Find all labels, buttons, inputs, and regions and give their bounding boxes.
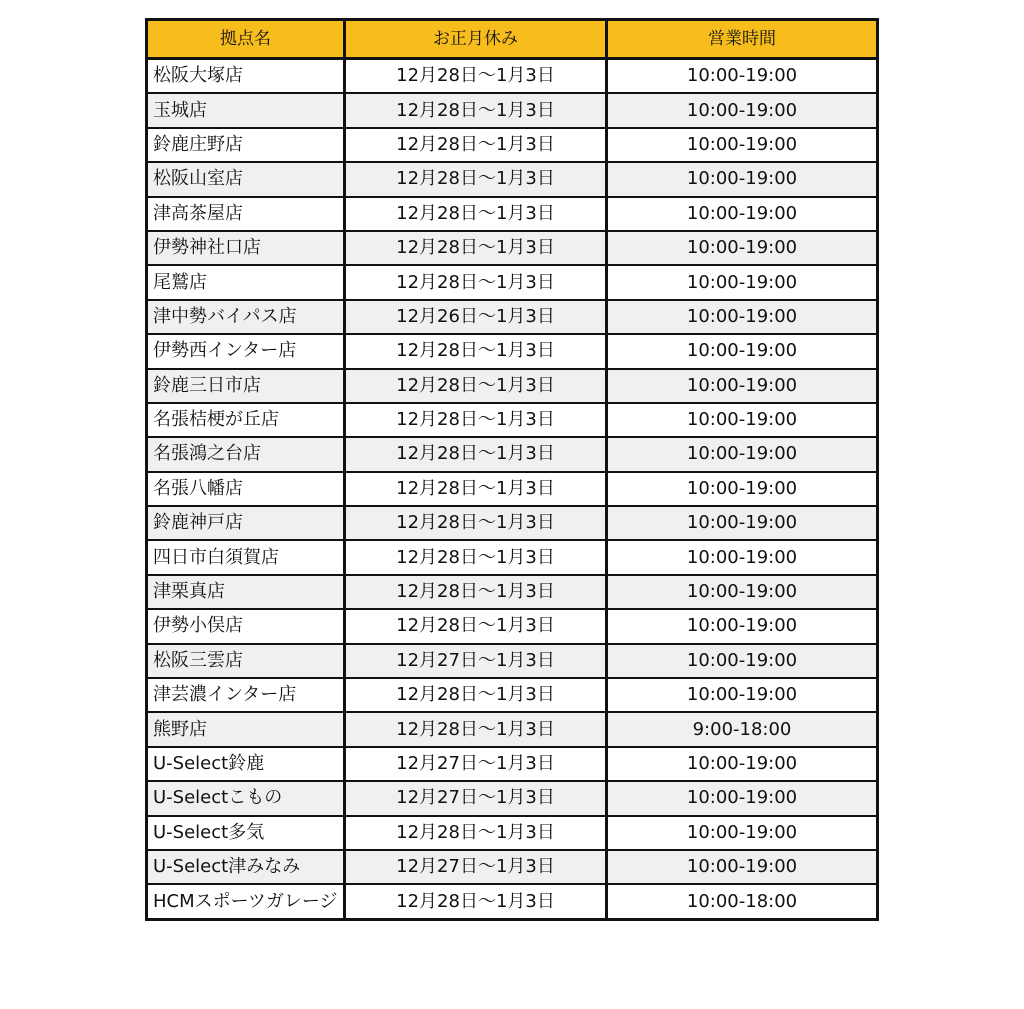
business-hours-cell: 10:00-19:00 [607, 781, 878, 815]
location-name-cell: U-Select津みなみ [147, 850, 345, 884]
holiday-period-cell: 12月28日～1月3日 [345, 575, 607, 609]
table-row [147, 678, 878, 712]
location-name-cell: 名張八幡店 [147, 472, 345, 506]
table-row [147, 128, 878, 162]
holiday-period-cell: 12月26日～1月3日 [345, 300, 607, 334]
location-name-cell: 鈴鹿庄野店 [147, 128, 345, 162]
holiday-period-cell: 12月28日～1月3日 [345, 816, 607, 850]
location-name-cell: 四日市白須賀店 [147, 540, 345, 574]
business-hours-cell: 10:00-19:00 [607, 93, 878, 127]
business-hours-cell: 10:00-19:00 [607, 575, 878, 609]
business-hours-cell: 10:00-19:00 [607, 678, 878, 712]
table-row [147, 609, 878, 643]
holiday-period-cell: 12月28日～1月3日 [345, 128, 607, 162]
location-name-cell: U-Select鈴鹿 [147, 747, 345, 781]
business-hours-cell: 10:00-19:00 [607, 850, 878, 884]
table-row [147, 197, 878, 231]
business-hours-cell: 10:00-19:00 [607, 369, 878, 403]
table-row [147, 712, 878, 746]
business-hours-cell: 10:00-19:00 [607, 437, 878, 471]
holiday-period-cell: 12月28日～1月3日 [345, 678, 607, 712]
table-row [147, 540, 878, 574]
location-name-cell: 伊勢西インター店 [147, 334, 345, 368]
location-name-cell: 津中勢バイパス店 [147, 300, 345, 334]
table-body [147, 59, 878, 920]
column-header-holiday: お正月休み [345, 20, 607, 59]
table-header [147, 20, 878, 59]
table-row [147, 93, 878, 127]
holiday-period-cell: 12月28日～1月3日 [345, 197, 607, 231]
location-name-cell: U-Select多気 [147, 816, 345, 850]
table-row [147, 884, 878, 919]
holiday-schedule-table [145, 18, 879, 921]
business-hours-cell: 10:00-19:00 [607, 59, 878, 94]
business-hours-cell: 9:00-18:00 [607, 712, 878, 746]
holiday-period-cell: 12月28日～1月3日 [345, 437, 607, 471]
holiday-period-cell: 12月28日～1月3日 [345, 712, 607, 746]
business-hours-cell: 10:00-19:00 [607, 609, 878, 643]
column-header-location: 拠点名 [147, 20, 345, 59]
business-hours-cell: 10:00-18:00 [607, 884, 878, 919]
holiday-period-cell: 12月28日～1月3日 [345, 93, 607, 127]
table-row [147, 369, 878, 403]
holiday-period-cell: 12月28日～1月3日 [345, 265, 607, 299]
holiday-period-cell: 12月27日～1月3日 [345, 644, 607, 678]
location-name-cell: 尾鷲店 [147, 265, 345, 299]
table-row [147, 59, 878, 94]
location-name-cell: 松阪大塚店 [147, 59, 345, 94]
location-name-cell: 名張鴻之台店 [147, 437, 345, 471]
location-name-cell: 津高茶屋店 [147, 197, 345, 231]
business-hours-cell: 10:00-19:00 [607, 162, 878, 196]
business-hours-cell: 10:00-19:00 [607, 300, 878, 334]
column-header-hours: 営業時間 [607, 20, 878, 59]
holiday-period-cell: 12月28日～1月3日 [345, 884, 607, 919]
holiday-period-cell: 12月28日～1月3日 [345, 506, 607, 540]
header-row [147, 20, 878, 59]
holiday-period-cell: 12月28日～1月3日 [345, 369, 607, 403]
table-row [147, 506, 878, 540]
business-hours-cell: 10:00-19:00 [607, 265, 878, 299]
holiday-period-cell: 12月28日～1月3日 [345, 231, 607, 265]
location-name-cell: 名張桔梗が丘店 [147, 403, 345, 437]
location-name-cell: 鈴鹿三日市店 [147, 369, 345, 403]
location-name-cell: 鈴鹿神戸店 [147, 506, 345, 540]
holiday-period-cell: 12月28日～1月3日 [345, 609, 607, 643]
holiday-period-cell: 12月27日～1月3日 [345, 781, 607, 815]
table-row [147, 781, 878, 815]
holiday-period-cell: 12月28日～1月3日 [345, 472, 607, 506]
business-hours-cell: 10:00-19:00 [607, 334, 878, 368]
table-row [147, 334, 878, 368]
business-hours-cell: 10:00-19:00 [607, 472, 878, 506]
business-hours-cell: 10:00-19:00 [607, 747, 878, 781]
business-hours-cell: 10:00-19:00 [607, 197, 878, 231]
business-hours-cell: 10:00-19:00 [607, 128, 878, 162]
table-row [147, 816, 878, 850]
holiday-period-cell: 12月27日～1月3日 [345, 747, 607, 781]
business-hours-cell: 10:00-19:00 [607, 403, 878, 437]
table-row [147, 437, 878, 471]
table-row [147, 231, 878, 265]
business-hours-cell: 10:00-19:00 [607, 231, 878, 265]
table-row [147, 644, 878, 678]
holiday-schedule-table-wrapper [145, 18, 876, 921]
business-hours-cell: 10:00-19:00 [607, 540, 878, 574]
table-row [147, 472, 878, 506]
holiday-period-cell: 12月28日～1月3日 [345, 540, 607, 574]
location-name-cell: 熊野店 [147, 712, 345, 746]
holiday-period-cell: 12月28日～1月3日 [345, 59, 607, 94]
business-hours-cell: 10:00-19:00 [607, 644, 878, 678]
location-name-cell: U-Selectこもの [147, 781, 345, 815]
location-name-cell: 伊勢神社口店 [147, 231, 345, 265]
business-hours-cell: 10:00-19:00 [607, 816, 878, 850]
location-name-cell: 玉城店 [147, 93, 345, 127]
location-name-cell: 津栗真店 [147, 575, 345, 609]
table-row [147, 162, 878, 196]
table-row [147, 403, 878, 437]
location-name-cell: 松阪山室店 [147, 162, 345, 196]
table-row [147, 747, 878, 781]
holiday-period-cell: 12月27日～1月3日 [345, 850, 607, 884]
location-name-cell: 松阪三雲店 [147, 644, 345, 678]
business-hours-cell: 10:00-19:00 [607, 506, 878, 540]
table-row [147, 300, 878, 334]
location-name-cell: HCMスポーツガレージ [147, 884, 345, 919]
table-row [147, 575, 878, 609]
table-row [147, 265, 878, 299]
holiday-period-cell: 12月28日～1月3日 [345, 403, 607, 437]
holiday-period-cell: 12月28日～1月3日 [345, 334, 607, 368]
location-name-cell: 伊勢小俣店 [147, 609, 345, 643]
holiday-period-cell: 12月28日～1月3日 [345, 162, 607, 196]
table-row [147, 850, 878, 884]
location-name-cell: 津芸濃インター店 [147, 678, 345, 712]
